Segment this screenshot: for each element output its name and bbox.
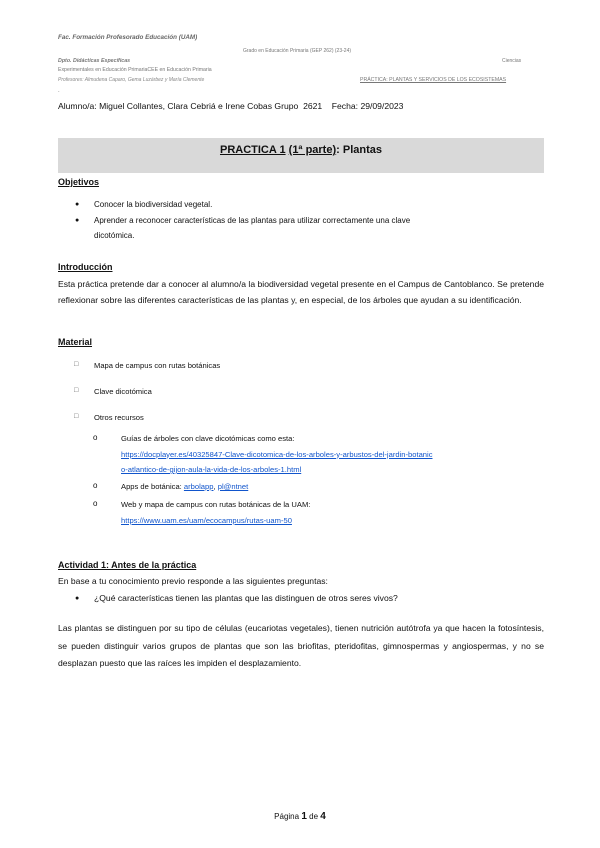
objetivo-text: Conocer la biodiversidad vegetal.: [94, 200, 213, 209]
page-title: [58, 144, 544, 156]
page-footer: [0, 811, 600, 822]
header-department: Dpto. Didácticas Específicas: [58, 58, 131, 64]
header-subject: Experimentales en Educación PrimariaCEE en Educación Primaria: [58, 67, 212, 73]
title-bar: [58, 138, 544, 173]
objetivo-item-continuation: [94, 228, 134, 243]
date-label: Fecha:: [331, 101, 359, 111]
square-bullet-icon: □: [74, 361, 79, 368]
circle-bullet-icon: o: [93, 481, 98, 490]
guides-link-continuation[interactable]: o-atlantico-de-gijon-aula-la-vida-de-los-arboles-1.html: [121, 465, 302, 474]
actividad1-heading: Actividad 1: Antes de la práctica: [58, 560, 197, 570]
material-heading: Material: [58, 337, 93, 347]
students-names: Miguel Collantes, Clara Cebriá e Irene Cobas: [99, 101, 273, 111]
plantnet-link[interactable]: pl@ntnet: [217, 482, 249, 491]
material-item: Otros recursos: [94, 413, 144, 422]
header-professors: Profesores: Almudena Caparo, Gema Luzárbez y María Clemente: [58, 77, 205, 83]
circle-bullet-icon: o: [93, 499, 98, 508]
question-text: ¿Qué características tienen las plantas que las distinguen de otros seres vivos?: [94, 593, 398, 603]
uam-link[interactable]: https://www.uam.es/uam/ecocampus/rutas-uam-50: [121, 515, 292, 525]
answer-text: Las plantas se distinguen por su tipo de células (eucariotas vegetales), tienen nutrición autótrofa ya que hacen la fotosíntesis, se pueden distinguir varios grupos de plantas que son las briofitas, pteridofitas, gimnospermas y angiospermas, y no se desplazan puesto que las raíces les impiden el desplazamiento.: [58, 623, 544, 668]
students-label: Alumno/a:: [58, 101, 97, 111]
header-dot: .: [58, 88, 60, 94]
objetivo-item: ● Conocer la biodiversidad vegetal.: [75, 200, 213, 209]
header-degree: Grado en Educación Primaria (GEP 262) (23-24): [243, 48, 352, 54]
students-line: [58, 101, 403, 111]
web-label: Web y mapa de campus con rutas botánicas de la UAM:: [121, 500, 311, 509]
objetivos-heading: Objetivos: [58, 177, 100, 187]
footer-label: Página: [274, 812, 300, 821]
guides-link[interactable]: https://docplayer.es/40325847-Clave-dicotomica-de-los-arboles-y-arbustos-del-jardin-botanic: [121, 449, 433, 459]
resource-apps: [121, 479, 546, 495]
title-part1: PRACTICA 1: [219, 144, 286, 156]
apps-label: Apps de botánica:: [121, 482, 182, 491]
square-bullet-icon: □: [74, 413, 79, 420]
header-area: Ciencias: [502, 58, 522, 64]
arbolapp-link[interactable]: arbolapp: [183, 482, 214, 491]
objetivo-text: dicotómica.: [94, 231, 135, 240]
circle-bullet-icon: o: [93, 433, 98, 442]
material-item: Clave dicotómica: [94, 387, 152, 396]
header-practice-ref: PRÁCTICA: PLANTAS Y SERVICIOS DE LOS ECOSISTEMAS: [360, 77, 507, 83]
objetivo-item: ● Aprender a reconocer características de las plantas para utilizar correctamente una clave: [75, 216, 411, 225]
square-bullet-icon: □: [74, 387, 79, 394]
apps-separator: ,: [213, 482, 216, 491]
resource-web: [121, 497, 546, 528]
actividad1-intro: En base a tu conocimiento previo responde a las siguientes preguntas:: [58, 576, 328, 586]
footer-page: 1: [301, 811, 307, 822]
guides-label: Guías de árboles con clave dicotómicas como esta:: [121, 434, 295, 443]
footer-total: 4: [320, 811, 326, 822]
material-item: Mapa de campus con rutas botánicas: [94, 361, 221, 370]
title-part2: (1ª parte): [288, 144, 337, 156]
header-faculty: Fac. Formación Profesorado Educación (UAM): [58, 34, 198, 41]
group-value: 2621: [303, 101, 323, 111]
objetivo-text: Aprender a reconocer características de las plantas para utilizar correctamente una clave: [94, 216, 411, 225]
introduccion-text: Esta práctica pretende dar a conocer al alumno/a la biodiversidad vegetal presente en el Campus de Cantoblanco. Se pretende reflexionar sobre las diferentes características de las plantas y, en especial, de los árboles que ayudan a su identificación.: [58, 279, 544, 305]
date-value: 29/09/2023: [360, 101, 404, 111]
question-item: ● ¿Qué características tienen las plantas que las distinguen de otros seres vivos?: [75, 593, 398, 603]
resource-guides: [121, 431, 546, 478]
introduccion-heading: Introducción: [58, 262, 113, 272]
footer-of: de: [309, 812, 319, 821]
title-part3: : Plantas: [336, 144, 382, 156]
group-label: Grupo: [274, 101, 299, 111]
